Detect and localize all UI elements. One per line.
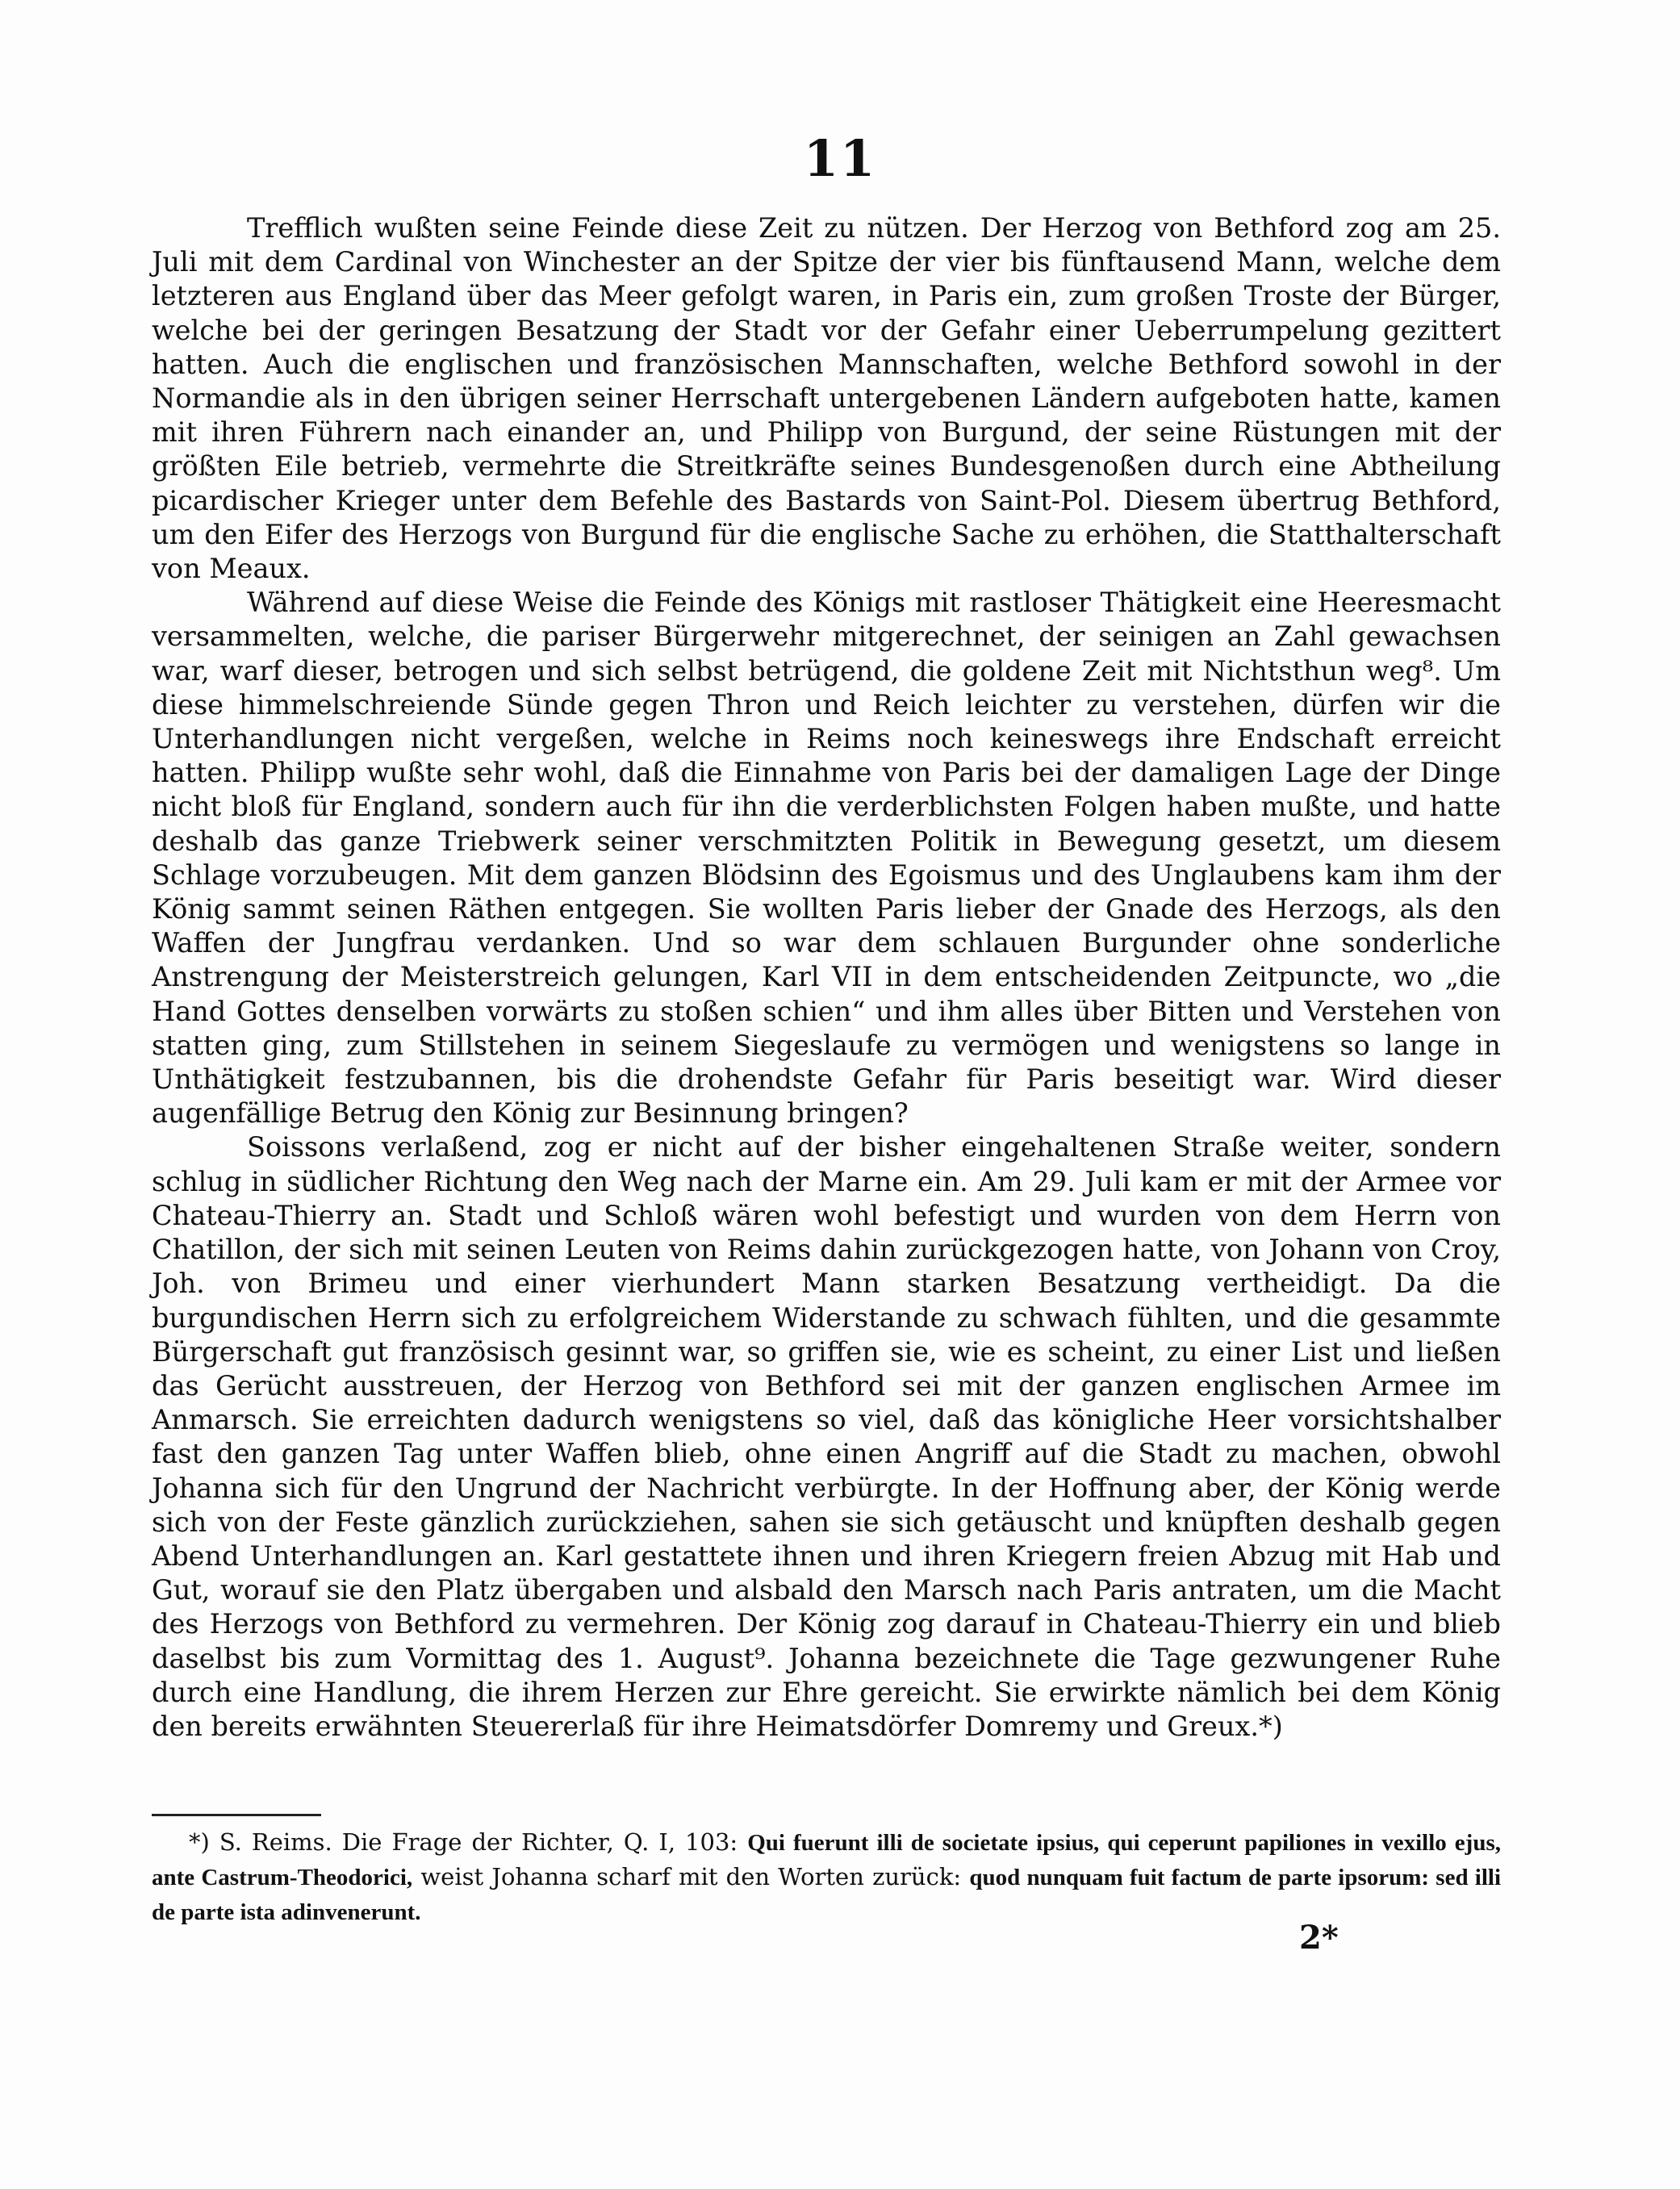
footnote-german: weist Johanna scharf mit den Worten zurück: — [420, 1863, 962, 1890]
footnote-latin-quote-2: quod nunquam fuit factum de parte ipsorum: sed illi de parte ista adinvenerunt. — [152, 1865, 1502, 1925]
sheet-signature: 2* — [1299, 1919, 1339, 1957]
footnote-latin-quote-1: Qui fuerunt illi de societate ipsius, qui ceperunt papiliones in vexillo ejus, ante Castrum-Theodorici, — [152, 1830, 1502, 1890]
paragraph-1: Trefflich wußten seine Feinde diese Zeit zu nützen. Der Herzog von Bethford zog am 25. Juli mit dem Cardinal von Winchester an der Spitze der vier bis fünftausend Mann, welche dem letzteren aus England über das Meer gefolgt waren, in Paris ein, zum großen Troste der Bürger, welche bei der geringen Besatzung der Stadt vor der Gefahr einer Ueberrumpelung gezittert hatten. Auch die englischen und französischen Mannschaften, welche Bethford sowohl in der Normandie als in den übrigen seiner Herrschaft untergebenen Ländern aufgeboten hatte, kamen mit ihren Führern nach einander an, und Philipp von Burgund, der seine Rüstungen mit der größten Eile betrieb, vermehrte die Streitkräfte seines Bundesgenoßen durch eine Abtheilung picardischer Krieger unter dem Befehle des Bastards von Saint-Pol. Diesem übertrug Bethford, um den Eifer des Herzogs von Burgund für die englische Sache zu erhöhen, die Statthalterschaft von Meaux. — [152, 212, 1501, 585]
footnote-separator — [152, 1814, 321, 1816]
page-number: 11 — [803, 129, 877, 188]
paragraph-3: Soissons verlaßend, zog er nicht auf der bisher eingehaltenen Straße weiter, sondern schlug in südlicher Richtung den Weg nach der Marne ein. Am 29. Juli kam er mit der Armee vor Chateau-Thierry an. Stadt und Schloß wären wohl befestigt und wurden von dem Herrn von Chatillon, der sich mit seinen Leuten von Reims dahin zurückgezogen hatte, von Johann von Croy, Joh. von Brimeu und einer vierhundert Mann starken Besatzung vertheidigt. Da die burgundischen Herrn sich zu erfolgreichem Widerstande zu schwach fühlten, und die gesammte Bürgerschaft gut französisch gesinnt war, so griffen sie, wie es scheint, zu einer List und ließen das Gerücht ausstreuen, der Herzog von Bethford sei mit der ganzen englischen Armee im Anmarsch. Sie erreichten dadurch wenigstens so viel, daß das königliche Heer vorsichtshalber fast den ganzen Tag unter Waffen blieb, ohne einen Angriff auf die Stadt zu machen, obwohl Johanna sich für den Ungrund der Nachricht verbürgte. In der Hoffnung aber, der König werde sich von der Feste gänzlich zurückziehen, sahen sie sich getäuscht und knüpften deshalb gegen Abend Unterhandlungen an. Karl gestattete ihnen und ihren Kriegern freien Abzug mit Hab und Gut, worauf sie den Platz übergaben und alsbald den Marsch nach Paris antraten, um die Macht des Herzogs von Bethford zu vermehren. Der König zog darauf in Chateau-Thierry ein und blieb daselbst bis zum Vormittag des 1. August⁹. Johanna bezeichnete die Tage gezwungener Ruhe durch eine Handlung, die ihrem Herzen zur Ehre gereicht. Sie erwirkte nämlich bei dem König den bereits erwähnten Steuererlaß für ihre Heimatsdörfer Domremy und Greux.*) — [152, 1131, 1501, 1742]
main-text — [152, 211, 1501, 1744]
footnote-marker: *) S. Reims. Die Frage der Richter, Q. I, 103: — [189, 1828, 738, 1856]
footnote-text — [152, 1825, 1501, 1929]
footnote — [152, 1825, 1501, 1929]
paragraph-2: Während auf diese Weise die Feinde des Königs mit rastloser Thätigkeit eine Heeresmacht versammelten, welche, die pariser Bürgerwehr mitgerechnet, der seinigen an Zahl gewachsen war, warf dieser, betrogen und sich selbst betrügend, die goldene Zeit mit Nichtsthun weg⁸. Um diese himmelschreiende Sünde gegen Thron und Reich leichter zu verstehen, dürfen wir die Unterhandlungen nicht vergeßen, welche in Reims noch keineswegs ihre Endschaft erreicht hatten. Philipp wußte sehr wohl, daß die Einnahme von Paris bei der damaligen Lage der Dinge nicht bloß für England, sondern auch für ihn die verderblichsten Folgen haben mußte, und hatte deshalb das ganze Triebwerk seiner verschmitzten Politik in Bewegung gesetzt, um diesem Schlage vorzubeugen. Mit dem ganzen Blödsinn des Egoismus und des Unglaubens kam ihm der König sammt seinen Räthen entgegen. Sie wollten Paris lieber der Gnade des Herzogs, als den Waffen der Jungfrau verdanken. Und so war dem schlauen Burgunder ohne sonderliche Anstrengung der Meisterstreich gelungen, Karl VII in dem entscheidenden Zeitpuncte, wo „die Hand Gottes denselben vorwärts zu stoßen schien“ und ihm alles über Bitten und Verstehen von statten ging, zum Stillstehen in seinem Siegeslaufe zu vermögen und wenigstens so lange in Unthätigkeit festzubannen, bis die drohendste Gefahr für Paris beseitigt war. Wird dieser augenfällige Betrug den König zur Besinnung bringen? — [152, 587, 1501, 1130]
